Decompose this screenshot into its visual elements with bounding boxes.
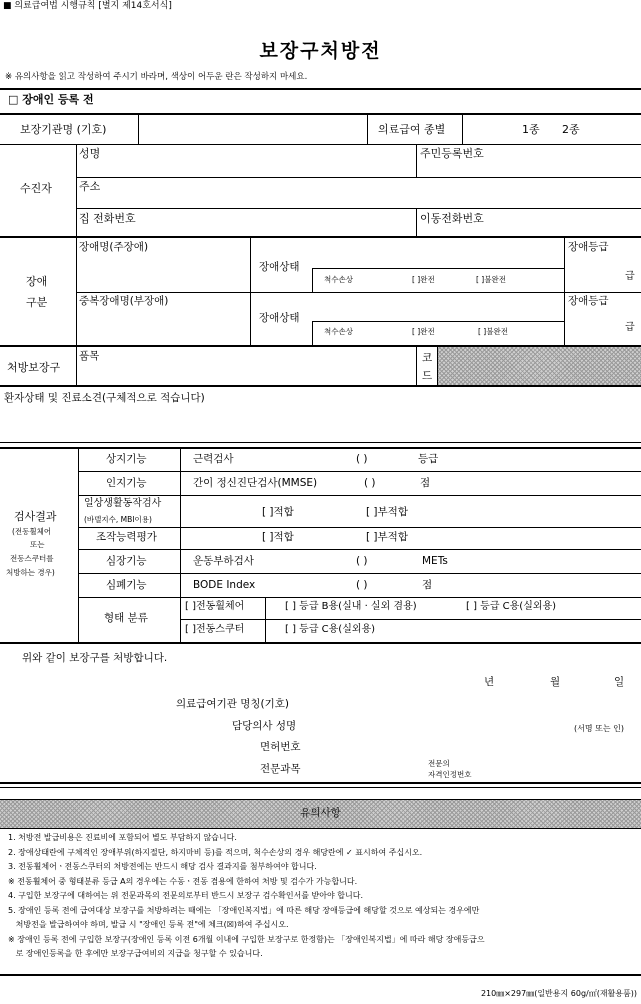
wheelchair-checkbox[interactable]: [ ]전동휠체어 — [185, 601, 245, 612]
rrn-label: 주민등록번호 — [420, 147, 484, 160]
exam-row-operation: 조작능력평가 — [96, 531, 157, 543]
notice-list — [8, 834, 638, 965]
exam-test-mmse: 간이 정신진단검사(MMSE) — [193, 477, 318, 489]
prescribe-statement: 위와 같이 보장구를 처방합니다. — [22, 652, 168, 664]
operation-fit-checkbox[interactable]: [ ]적합 — [262, 531, 294, 543]
exam-sub-1: (전동휠체어 — [12, 527, 52, 536]
exam-row-adl-sub: (바델지수, MBI이용) — [84, 515, 152, 524]
strength-blank[interactable]: ( ) — [356, 453, 368, 465]
month-label: 월 — [550, 676, 561, 688]
status-label-sub: 장애상태 — [259, 312, 300, 324]
benefit-type-label: 의료급여 종별 — [378, 123, 446, 136]
grade-label-main: 장애등급 — [568, 241, 609, 253]
grade-label-sub: 장애등급 — [568, 295, 609, 307]
exam-row-adl: 일상생활동작검사 — [84, 498, 162, 509]
patient-state-field[interactable] — [0, 408, 641, 442]
exam-test-bode: BODE Index — [193, 579, 256, 591]
exam-test-strength: 근력검사 — [193, 453, 234, 465]
year-label: 년 — [484, 676, 495, 688]
name-label: 성명 — [79, 147, 101, 160]
mets-unit: METs — [422, 555, 448, 567]
specialist-cert-label-2: 자격인정번호 — [428, 770, 472, 779]
type-option-2[interactable]: 2종 — [562, 123, 580, 136]
complete-checkbox-sub[interactable]: [ ]완전 — [412, 327, 435, 336]
incomplete-checkbox-main[interactable]: [ ]불완전 — [476, 275, 506, 284]
day-label: 일 — [614, 676, 625, 688]
mmse-blank[interactable]: ( ) — [364, 477, 376, 489]
exam-row-cardiac: 심장기능 — [106, 555, 147, 567]
mets-blank[interactable]: ( ) — [356, 555, 368, 567]
type-option-1[interactable]: 1종 — [522, 123, 540, 136]
mobile-phone-label: 이동전화번호 — [420, 212, 484, 225]
spinal-label-main: 척수손상 — [324, 275, 353, 284]
instruction-note: ※ 유의사항을 읽고 작성하여 주시기 바라며, 색상이 어두운 란은 작성하지 마세요. — [5, 72, 308, 82]
specialist-cert-label-1: 전문의 — [428, 759, 450, 768]
divider — [0, 88, 641, 90]
bode-blank[interactable]: ( ) — [356, 579, 368, 591]
form-class-label: 형태 분류 — [104, 612, 148, 624]
signature-label[interactable]: (서명 또는 인) — [574, 724, 624, 733]
institution-field[interactable] — [139, 116, 367, 144]
scooter-checkbox[interactable]: [ ]전동스쿠터 — [185, 624, 245, 635]
form-number-note: ■ 의료급여법 시행규칙 [별지 제14호서식] — [3, 1, 172, 11]
adl-unfit-checkbox[interactable]: [ ]부적합 — [366, 506, 408, 518]
disability-label-2: 구분 — [26, 296, 48, 309]
code-label-2: 드 — [422, 370, 433, 382]
grade-unit-main: 급 — [625, 271, 635, 282]
wheelchair-c-checkbox[interactable]: [ ] 등급 C용(실외용) — [466, 601, 557, 612]
item-label: 품목 — [79, 350, 100, 362]
page-title: 보장구처방전 — [259, 40, 382, 62]
bode-unit: 점 — [422, 579, 433, 591]
complete-checkbox-main[interactable]: [ ]완전 — [412, 275, 435, 284]
recipient-label: 수진자 — [20, 182, 52, 195]
license-label: 면허번호 — [260, 741, 301, 753]
exam-sub-3: 전동스쿠터를 — [10, 554, 54, 563]
notice-item: 2. 장애상태란에 구체적인 장애부위(하지절단, 하지마비 등)를 적으며, 척수손상의 경우 해당란에 ✓ 표시하여 주십시오. — [8, 847, 423, 857]
medical-institution-label: 의료급여기관 명칭(기호) — [176, 698, 289, 710]
notice-item: 4. 구입한 보장구에 대하여는 위 전문과목의 전문의로부터 반드시 보장구 검수확인서를 받아야 합니다. — [8, 891, 363, 900]
notice-title: 유의사항 — [300, 807, 341, 819]
mmse-unit: 점 — [420, 477, 431, 489]
notice-item: 1. 처방전 발급비용은 진료비에 포함되어 별도 부담하지 않습니다. — [8, 833, 237, 842]
patient-state-label: 환자상태 및 진료소견(구체적으로 적습니다) — [4, 392, 205, 404]
exam-label: 검사결과 — [14, 510, 57, 523]
specialty-label: 전문과목 — [260, 763, 301, 775]
sub-disability-label: 중복장애명(부장애) — [79, 295, 169, 307]
divider — [0, 113, 641, 115]
exam-row-cognitive: 인지기능 — [106, 477, 147, 489]
notice-item: 5. 장애인 등록 전에 급여대상 보장구를 처방하려는 때에는 「장애인복지법」에 따른 해당 장애등급에 해당할 것으로 예상되는 경우에만 — [8, 905, 480, 915]
device-label: 처방보장구 — [7, 361, 61, 374]
notice-item: ※ 장애인 등록 전에 구입한 보장구(장애인 등록 이전 6개월 이내에 구입한 보장구로 한정함)는 「장애인복지법」에 따라 해당 장애등급으 — [8, 934, 485, 944]
wheelchair-b-checkbox[interactable]: [ ] 등급 B용(실내 · 실외 겸용) — [285, 601, 417, 612]
institution-label: 보장기관명 (기호) — [20, 123, 107, 136]
code-label-1: 코 — [422, 352, 433, 364]
exam-sub-2: 또는 — [30, 540, 45, 549]
notice-item: 3. 전동휠체어ㆍ전동스쿠터의 처방전에는 반드시 해당 검사 결과지를 첨부하여야 합니다. — [8, 862, 317, 871]
spinal-label-sub: 척수손상 — [324, 327, 353, 336]
paper-spec-footer: 210㎜×297㎜(일반용지 60g/㎡(재활용품)) — [480, 989, 637, 998]
operation-unfit-checkbox[interactable]: [ ]부적합 — [366, 531, 408, 543]
strength-unit: 등급 — [418, 453, 439, 465]
home-phone-label: 집 전화번호 — [79, 212, 136, 225]
notice-item: 로 장애인등록을 한 후에만 보장구급여비의 지급을 청구할 수 있습니다. — [8, 949, 263, 958]
exam-row-upper-limb: 상지기능 — [106, 453, 147, 465]
incomplete-checkbox-sub[interactable]: [ ]불완전 — [478, 327, 508, 336]
notice-item: ※ 전동휠체어 중 형태분류 등급 A의 경우에는 수동ㆍ전동 겸용에 한하여 처방 및 검수가 가능합니다. — [8, 876, 358, 886]
exam-row-pulmonary: 심폐기능 — [106, 579, 147, 591]
grade-unit-sub: 급 — [625, 322, 635, 333]
address-label: 주소 — [79, 180, 101, 193]
exam-sub-4: 처방하는 경우) — [6, 568, 55, 577]
main-disability-label: 장애명(주장애) — [79, 241, 149, 253]
exam-test-exercise: 운동부하검사 — [193, 555, 254, 567]
status-label-main: 장애상태 — [259, 261, 300, 273]
scooter-c-checkbox[interactable]: [ ] 등급 C용(실외용) — [285, 624, 376, 635]
pre-registration-checkbox[interactable]: □ 장애인 등록 전 — [8, 93, 94, 106]
disability-label-1: 장애 — [26, 275, 48, 288]
code-shaded-field — [438, 347, 641, 385]
adl-fit-checkbox[interactable]: [ ]적합 — [262, 506, 294, 518]
notice-item: 처방전을 발급하여야 하며, 발급 시 "장애인 등록 전"에 체크(☒)하여 주십시오. — [8, 920, 289, 929]
doctor-name-label: 담당의사 성명 — [232, 720, 297, 732]
